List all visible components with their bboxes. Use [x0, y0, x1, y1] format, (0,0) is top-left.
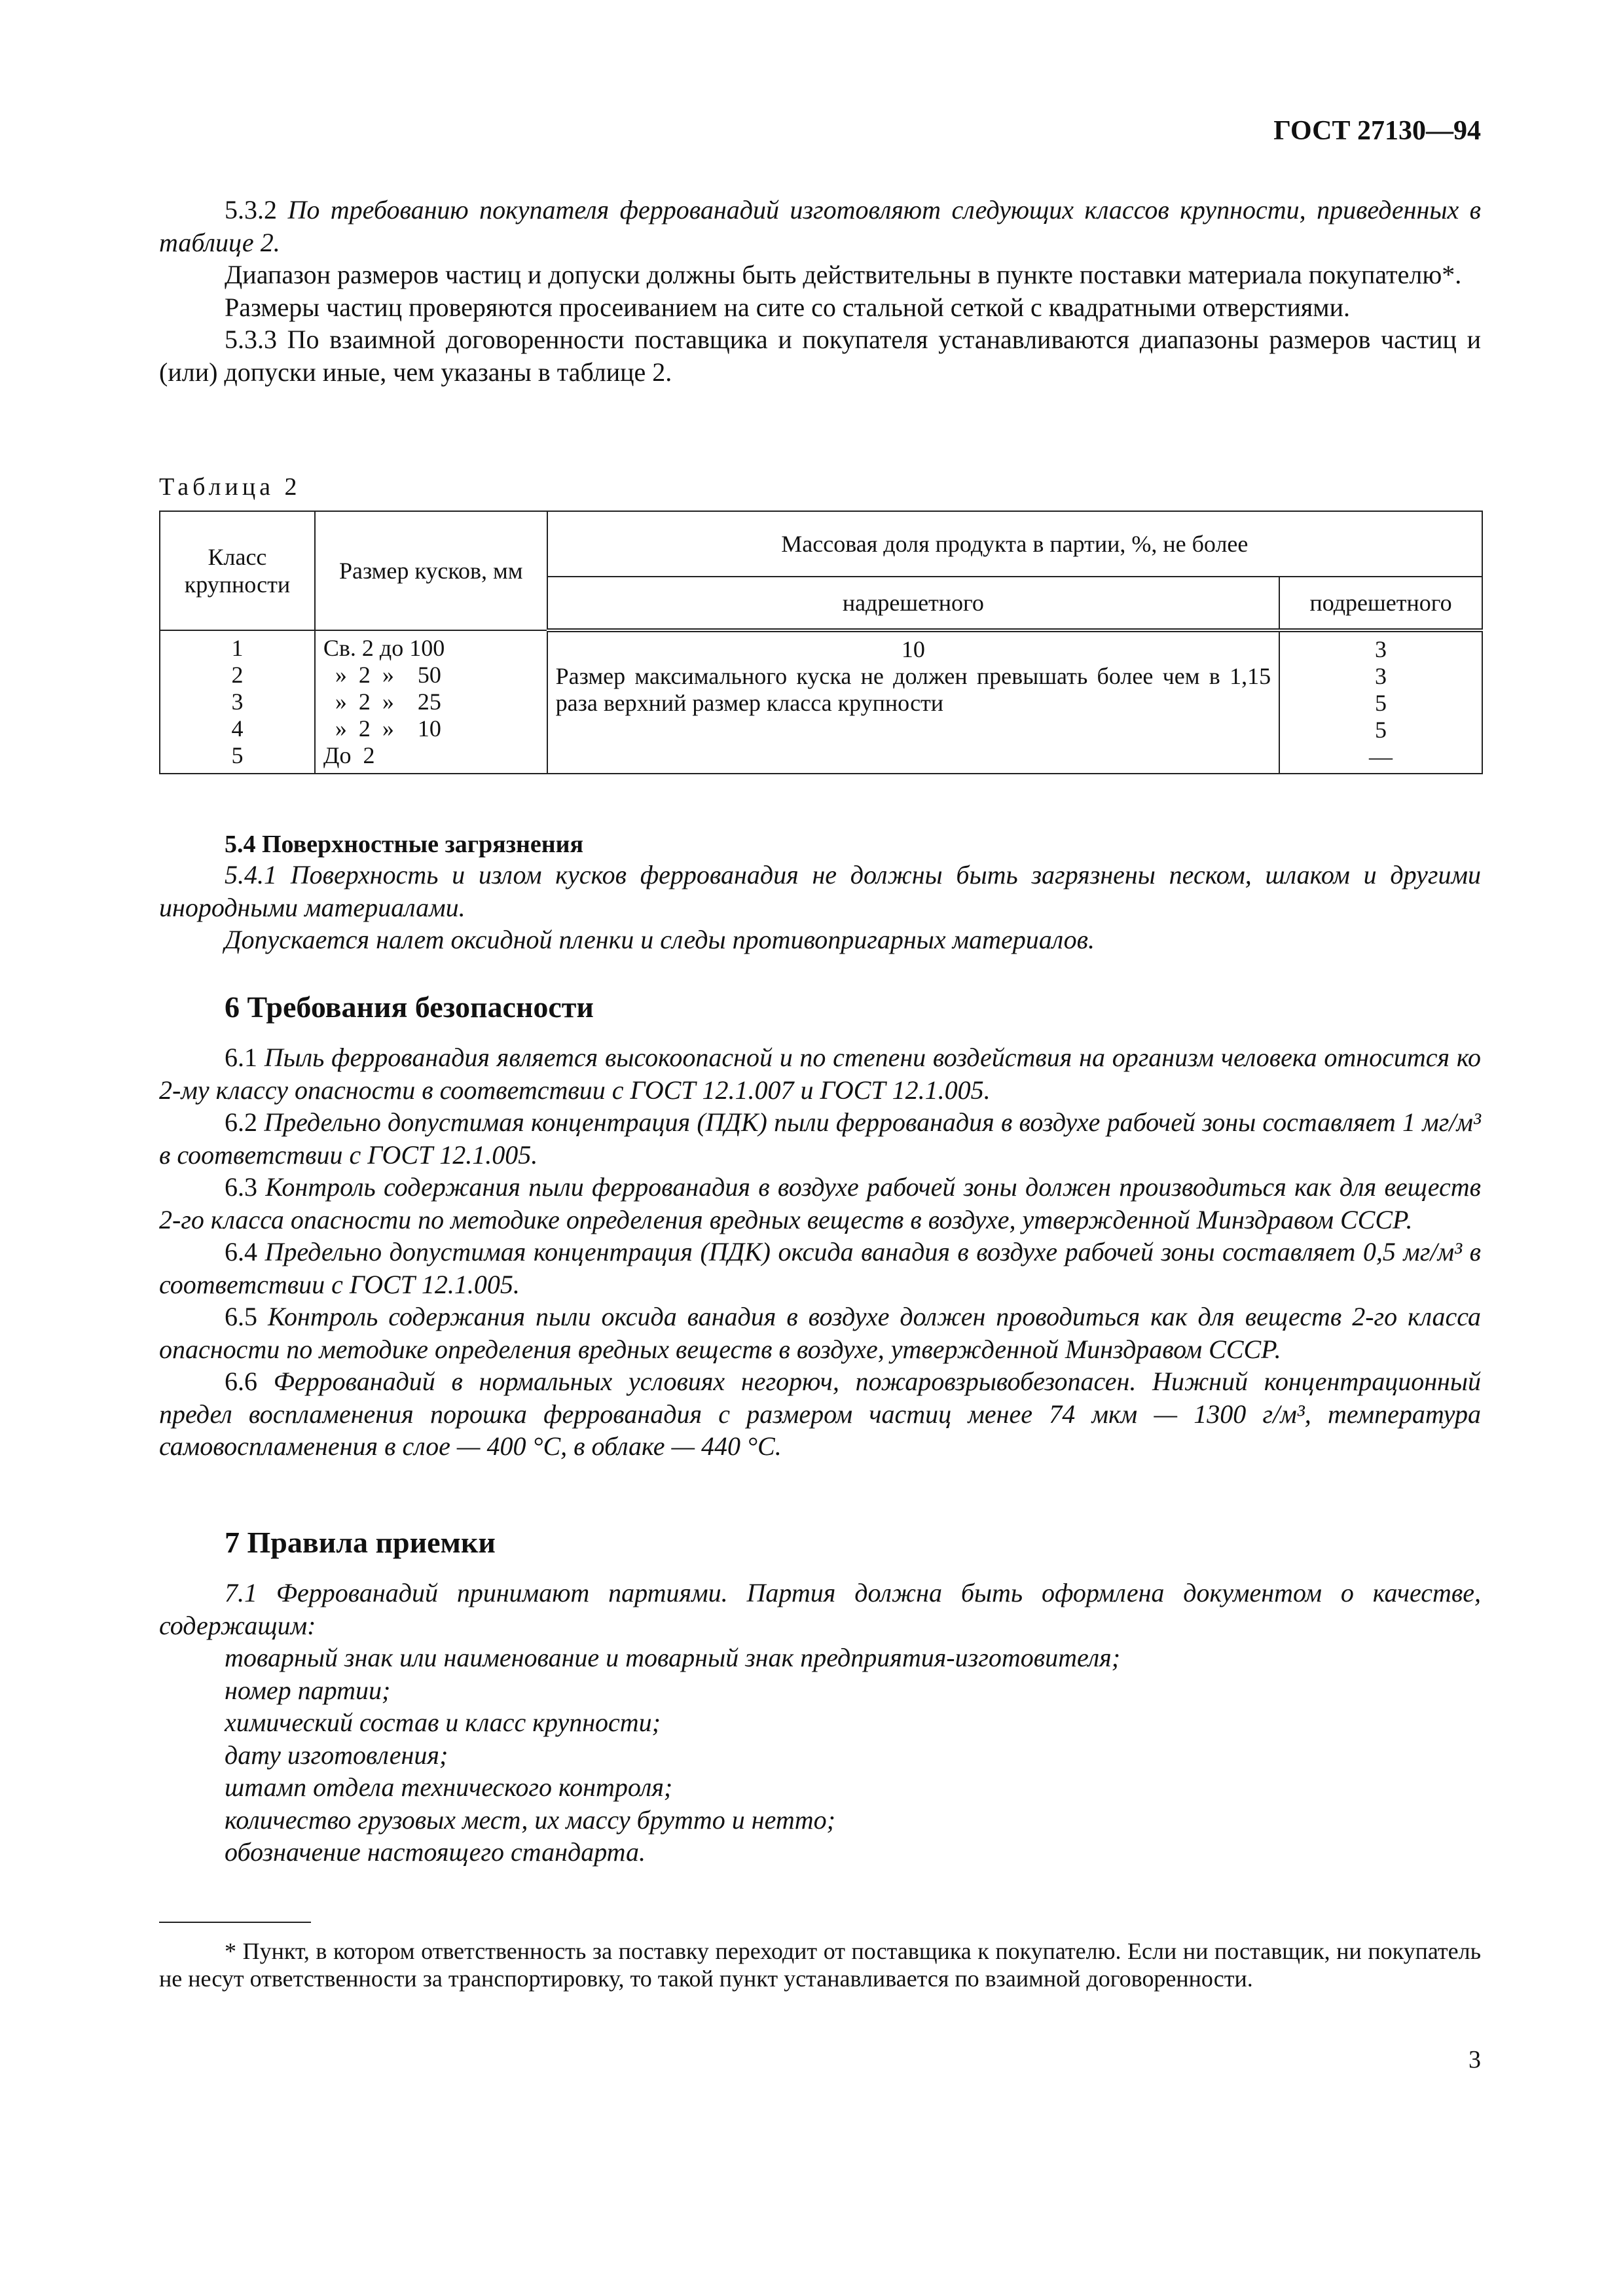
- clause-5-3-3: 5.3.3 По взаимной договоренности поставщика и покупателя устанавливаются диапазоны размеров частиц и (или) допуски иные, чем указаны в таблице 2.: [159, 325, 1481, 387]
- oversize-value: 10: [901, 636, 925, 662]
- clause-number: 6.1: [225, 1043, 257, 1072]
- section-6: [159, 990, 1481, 1463]
- clause-number: 5.3.2: [225, 195, 277, 224]
- clause-number: 6.6: [225, 1367, 257, 1396]
- paragraph: Размеры частиц проверяются просеиванием на сите со стальной сеткой с квадратными отверстиями.: [225, 292, 1350, 322]
- size-column: Св. 2 до 100 » 2 » 50 » 2 » 25 » 2 » 10 До 2: [315, 630, 547, 774]
- list-item: количество грузовых мест, их массу брутто и нетто;: [225, 1804, 835, 1835]
- section-heading: 6 Требования безопасности: [225, 990, 594, 1024]
- list-item: химический состав и класс крупности;: [225, 1708, 661, 1737]
- oversize-note: Размер максимального куска не должен превышать более чем в 1,15 раза верхний размер класса крупности: [555, 663, 1271, 716]
- clause-number: 6.4: [225, 1237, 257, 1266]
- list-item: дату изготовления;: [225, 1740, 448, 1770]
- header-class: Класс крупности: [160, 511, 315, 630]
- clause-text: Предельно допустимая концентрация (ПДК) оксида ванадия в воздухе рабочей зоны составляет 0,5 мг/м³ в соответствии с ГОСТ 12.1.005.: [159, 1237, 1481, 1299]
- header-oversize: надрешетного: [547, 577, 1279, 630]
- list-item: штамп отдела технического контроля;: [225, 1772, 673, 1802]
- clause-number: 6.3: [225, 1172, 257, 1202]
- header-undersize: подрешетного: [1279, 577, 1482, 630]
- clause-number: 6.5: [225, 1302, 257, 1331]
- section-5-3-2: [159, 194, 1481, 388]
- table-caption: Таблица 2: [159, 473, 301, 501]
- document-id: ГОСТ 27130—94: [1273, 116, 1481, 146]
- clause-number: 7.1: [225, 1578, 257, 1607]
- clause-number: 5.4.1: [225, 860, 277, 889]
- section-5-4: [159, 830, 1481, 956]
- section-heading: 5.4 Поверхностные загрязнения: [225, 831, 584, 858]
- list-item: товарный знак или наименование и товарный знак предприятия-изготовителя;: [225, 1643, 1121, 1672]
- clause-text: Контроль содержания пыли оксида ванадия в воздухе должен проводиться как для веществ 2-го класса опасности по методике определения вредных веществ в воздухе, утвержденной Минздравом СССР.: [159, 1302, 1481, 1364]
- clause-text: Поверхность и излом кусков феррованадия не должны быть загрязнены песком, шлаком и другими инородными материалами.: [159, 860, 1481, 922]
- header-mass-fraction: Массовая доля продукта в партии, %, не более: [547, 511, 1482, 577]
- paragraph: Допускается налет оксидной пленки и следы противопригарных материалов.: [225, 925, 1095, 954]
- clause-text: Контроль содержания пыли феррованадия в воздухе рабочей зоны должен производиться как для веществ 2-го класса опасности по методике определения вредных веществ в воздухе, утвержденной Минздравом СССР.: [159, 1172, 1482, 1234]
- header-size: Размер кусков, мм: [315, 511, 547, 630]
- clause-text: По требованию покупателя феррованадий изготовляют следующих классов крупности, приведенных в таблице 2.: [159, 195, 1482, 257]
- undersize-column: 3 3 5 5 —: [1279, 630, 1482, 774]
- section-7: [159, 1525, 1481, 1869]
- footnote: * Пункт, в котором ответственность за поставку переходит от поставщика к покупателю. Если ни поставщик, ни покупатель не несут ответственности за транспортировку, то такой пункт устанавливается по взаимной договоренности.: [159, 1938, 1481, 1992]
- paragraph: Диапазон размеров частиц и допуски должны быть действительны в пункте поставки материала покупателю*.: [225, 260, 1462, 289]
- clause-text: Феррованадий в нормальных условиях негорюч, пожаровзрывобезопасен. Нижний концентрационный предел воспламенения порошка феррованадия с размером частиц менее 74 мкм — 1300 г/м³, температура самовоспламенения в слое — 400 °С, в облаке — 440 °С.: [159, 1367, 1481, 1461]
- table-2: [159, 511, 1481, 774]
- list-item: номер партии;: [225, 1675, 391, 1705]
- page-number: 3: [1468, 2046, 1481, 2073]
- clause-text: Предельно допустимая концентрация (ПДК) пыли феррованадия в воздухе рабочей зоны составляет 1 мг/м³ в соответствии с ГОСТ 12.1.005.: [159, 1107, 1481, 1170]
- list-item: обозначение настоящего стандарта.: [225, 1837, 646, 1867]
- section-heading: 7 Правила приемки: [225, 1526, 496, 1559]
- class-column: 1 2 3 4 5: [160, 630, 315, 774]
- clause-text: Феррованадий принимают партиями. Партия должна быть оформлена документом о качестве, содержащим:: [159, 1578, 1482, 1640]
- clause-number: 6.2: [225, 1107, 257, 1137]
- footnote-divider: [159, 1922, 311, 1923]
- clause-text: Пыль феррованадия является высокоопасной и по степени воздействия на организм человека относится ко 2-му классу опасности в соответствии с ГОСТ 12.1.007 и ГОСТ 12.1.005.: [159, 1043, 1482, 1105]
